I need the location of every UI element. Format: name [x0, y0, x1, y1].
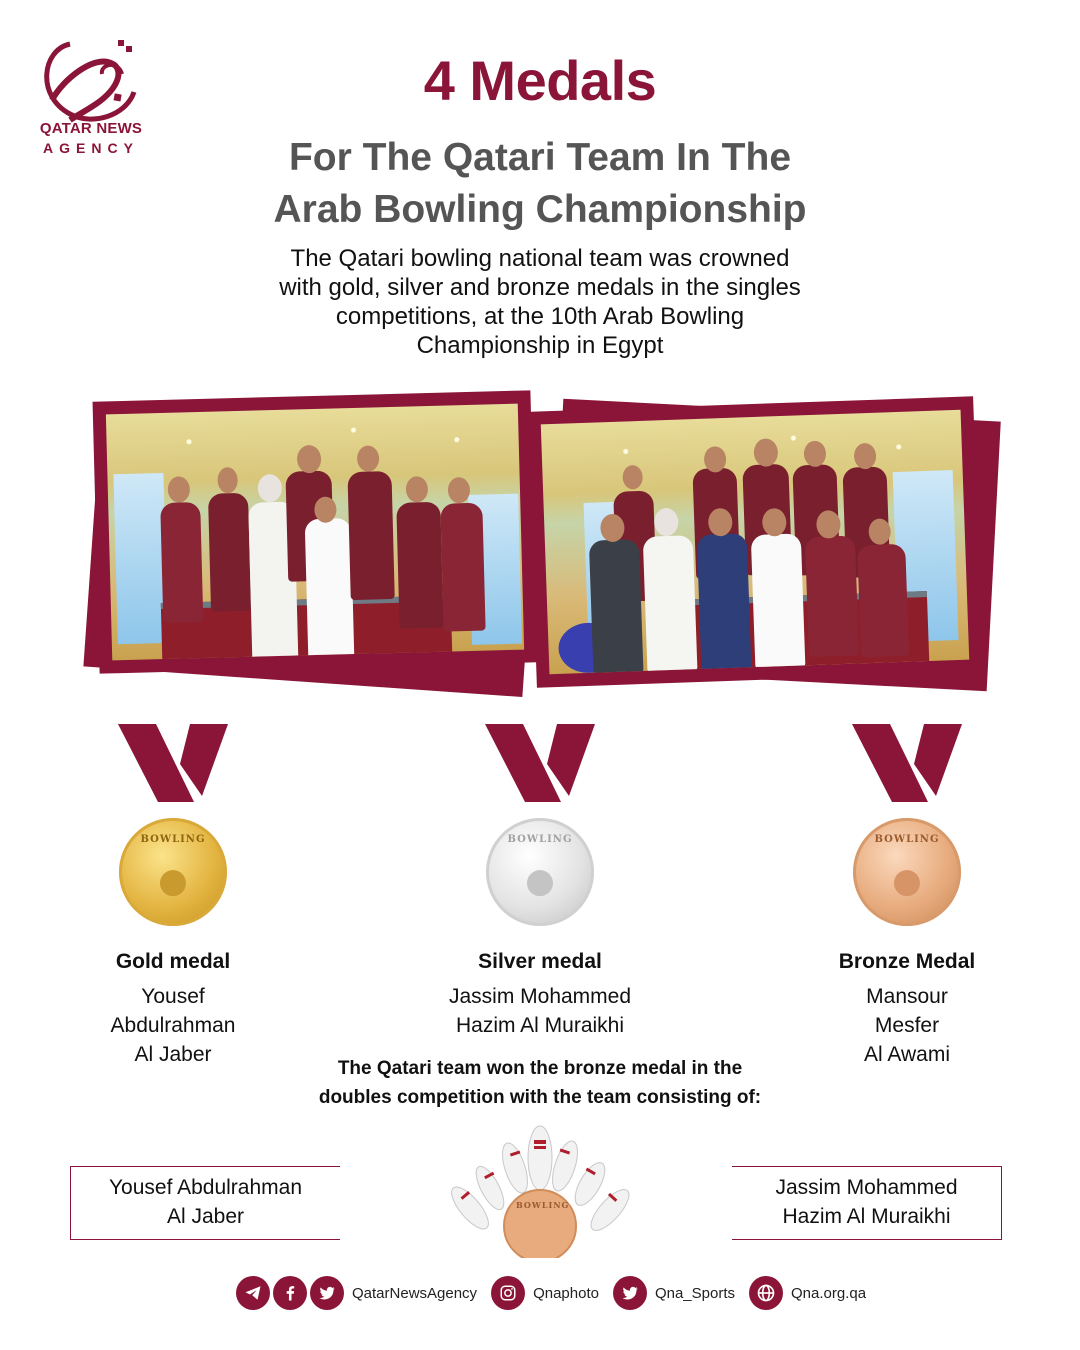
page-title: 4 Medals: [423, 49, 657, 112]
gold-medal-icon: [119, 818, 227, 926]
medal-title: Silver medal: [478, 950, 602, 973]
medal-emblem-text: BOWLING: [874, 834, 940, 845]
subtitle-line: Arab Bowling Championship: [273, 188, 807, 231]
photo-left: [93, 390, 538, 673]
social-handle[interactable]: Qna_Sports: [654, 1284, 735, 1302]
medal-silver-group: [410, 722, 670, 1040]
social-handle[interactable]: Qna.org.qa: [791, 1284, 867, 1302]
intro-line: Championship in Egypt: [416, 332, 664, 359]
bronze-medal-icon: [853, 818, 961, 926]
ribbon-icon: [485, 722, 595, 802]
winner-name-line: Jassim Mohammed: [448, 985, 632, 1008]
winner-name-line: Al Jaber: [134, 1043, 212, 1066]
ribbon-icon: [852, 722, 962, 802]
facebook-icon[interactable]: [273, 1276, 307, 1310]
instagram-icon[interactable]: [491, 1276, 525, 1310]
twitter-icon[interactable]: [613, 1276, 647, 1310]
member-name-line: Al Jaber: [166, 1205, 245, 1228]
photo-left-image: [106, 404, 524, 661]
bowling-pins-icon: ●: [525, 861, 555, 901]
photo-right: [527, 396, 982, 687]
doubles-note-line: doubles competition with the team consisting of:: [318, 1087, 762, 1108]
medal-title: Gold medal: [115, 950, 231, 973]
winner-name-line: Al Awami: [864, 1043, 950, 1066]
medal-emblem-text: BOWLING: [507, 834, 573, 845]
doubles-member-name: [732, 1173, 1001, 1231]
logo-text-line1: QATAR NEWS: [39, 120, 143, 137]
page-subtitle: [0, 132, 1080, 236]
doubles-note: [200, 1054, 880, 1112]
member-name-line: Yousef Abdulrahman: [108, 1176, 303, 1199]
bowling-pins-icon: ●: [158, 861, 188, 901]
bowling-pins-icon: [440, 1118, 640, 1258]
telegram-icon[interactable]: [236, 1276, 270, 1310]
medal-bronze-group: [777, 722, 1037, 1069]
medal-title: Bronze Medal: [838, 950, 976, 973]
social-handle[interactable]: QatarNewsAgency: [352, 1284, 478, 1302]
intro-line: The Qatari bowling national team was crowned: [290, 245, 790, 272]
medal-gold-group: [43, 722, 303, 1069]
winner-name-line: Abdulrahman: [110, 1014, 236, 1037]
member-name-line: Jassim Mohammed: [775, 1176, 958, 1199]
doubles-member-left: [70, 1166, 340, 1240]
photo-right-image: [541, 410, 969, 675]
social-footer: [236, 1273, 880, 1313]
member-name-line: Hazim Al Muraikhi: [782, 1205, 951, 1228]
winner-name-line: Yousef: [141, 985, 205, 1008]
twitter-icon[interactable]: [310, 1276, 344, 1310]
medal-emblem-text: BOWLING: [516, 1200, 570, 1210]
doubles-note-line: The Qatari team won the bronze medal in the: [337, 1058, 743, 1079]
medal-emblem-text: BOWLING: [140, 834, 206, 845]
doubles-member-name: [71, 1173, 340, 1231]
intro-line: with gold, silver and bronze medals in the singles: [279, 274, 801, 301]
winner-name-line: Mesfer: [874, 1014, 940, 1037]
intro-line: competitions, at the 10th Arab Bowling: [335, 303, 745, 330]
winner-name-line: Hazim Al Muraikhi: [455, 1014, 625, 1037]
logo-text-line2: AGENCY: [43, 140, 139, 156]
intro-paragraph: [200, 244, 880, 360]
winner-name-line: Mansour: [866, 985, 948, 1008]
doubles-member-right: [732, 1166, 1002, 1240]
social-handle[interactable]: Qnaphoto: [533, 1284, 599, 1302]
subtitle-line: For The Qatari Team In The: [288, 136, 792, 179]
bowling-pins-icon: ●: [892, 861, 922, 901]
ribbon-icon: [118, 722, 228, 802]
bowling-pins-medal-illustration: [440, 1118, 640, 1258]
medal-winner: [410, 982, 670, 1040]
globe-icon[interactable]: [749, 1276, 783, 1310]
silver-medal-icon: [486, 818, 594, 926]
